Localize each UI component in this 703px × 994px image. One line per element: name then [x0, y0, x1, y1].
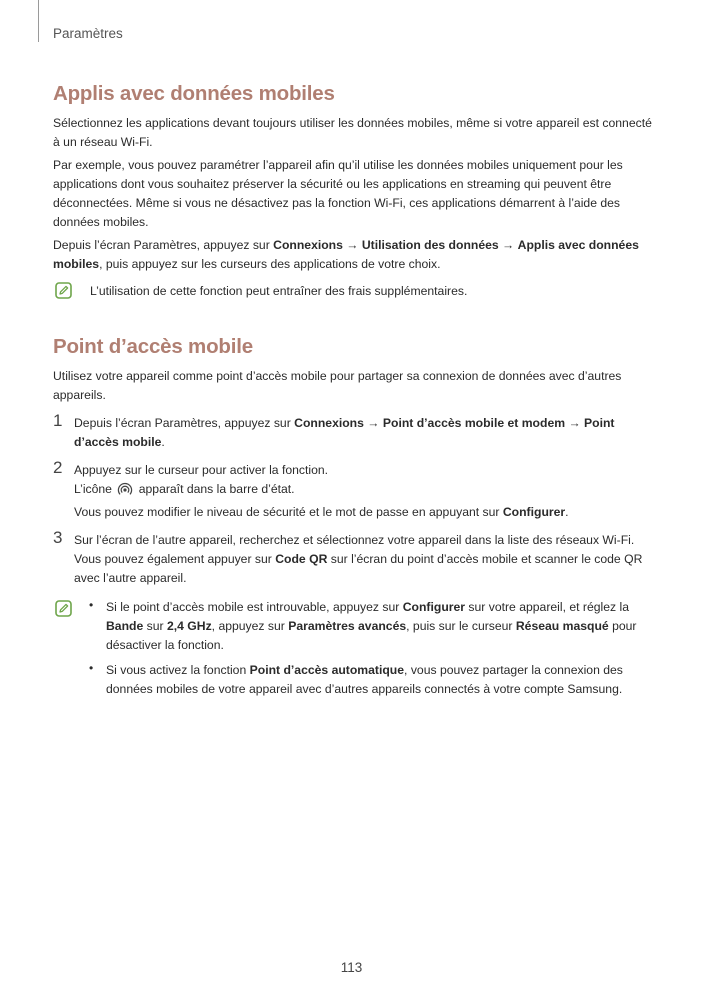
- step-text: Sur l’écran de l’autre appareil, recherchez et sélectionnez votre appareil dans la liste des réseaux Wi-Fi.: [74, 533, 635, 547]
- step-number: 3: [53, 528, 63, 547]
- note-bullets: [53, 598, 653, 699]
- bullet-dot: •: [89, 661, 94, 675]
- step-text: L’icône apparaît dans la barre d’état.: [74, 482, 295, 496]
- note-text: L’utilisation de cette fonction peut entraîner des frais supplémentaires.: [90, 284, 468, 298]
- paragraph: Utilisez votre appareil comme point d’accès mobile pour partager sa connexion de données avec d’autres appareils.: [53, 369, 622, 402]
- section-hotspot: [53, 335, 653, 699]
- step-2: [53, 458, 653, 522]
- step-number: 1: [53, 411, 63, 430]
- list-item: [89, 598, 653, 655]
- step-text: Appuyez sur le curseur pour activer la fonction.: [74, 463, 329, 477]
- step-text: Depuis l’écran Paramètres, appuyez sur Connexions → Point d’accès mobile et modem → Point d’accès mobile.: [74, 416, 615, 449]
- step-number: 2: [53, 458, 63, 477]
- step-1: [53, 411, 653, 452]
- bullet-text: Si vous activez la fonction Point d’accès automatique, vous pouvez partager la connexion des données mobiles de votre appareil avec d’autres appareils connectés à votre compte Samsung.: [106, 663, 623, 696]
- step-3: [53, 528, 653, 588]
- page-number: 113: [340, 960, 363, 975]
- note-pencil-icon: [55, 282, 72, 299]
- section-title-hotspot: Point d’accès mobile: [53, 335, 253, 358]
- mobile-hotspot-icon: [117, 482, 133, 496]
- note: [53, 282, 653, 301]
- bullet-dot: •: [89, 598, 94, 612]
- bullet-text: Si le point d’accès mobile est introuvable, appuyez sur Configurer sur votre appareil, et réglez la Bande sur 2,4 GHz, appuyez sur Paramètres avancés, puis sur le curseur Réseau masqué pour désactiver la fonction.: [106, 600, 637, 652]
- step-text: Vous pouvez modifier le niveau de sécurité et le mot de passe en appuyant sur Configurer.: [74, 505, 569, 519]
- page-header: Paramètres: [53, 26, 123, 41]
- paragraph: Par exemple, vous pouvez paramétrer l’appareil afin qu’il utilise les données mobiles uniquement pour les applications dont vous souhaitez préserver la sécurité ou les applications en streaming qui peuvent être déconnectées. Même si vous ne désactivez pas la fonction Wi-Fi, ces applications démarrent à l’aide des données mobiles.: [53, 158, 623, 229]
- paragraph-instructions: Depuis l’écran Paramètres, appuyez sur Connexions → Utilisation des données → Applis avec données mobiles, puis appuyez sur les curseurs des applications de votre choix.: [53, 238, 639, 271]
- step-text: Vous pouvez également appuyer sur Code QR sur l’écran du point d’accès mobile et scanner le code QR avec l’autre appareil.: [74, 552, 643, 585]
- paragraph: Sélectionnez les applications devant toujours utiliser les données mobiles, même si votre appareil est connecté à un réseau Wi-Fi.: [53, 116, 652, 149]
- note-pencil-icon: [55, 600, 72, 617]
- list-item: [89, 661, 653, 699]
- section-title-mobile-data-apps: Applis avec données mobiles: [53, 82, 335, 105]
- header-rule: [38, 0, 39, 42]
- page-content: [53, 82, 653, 705]
